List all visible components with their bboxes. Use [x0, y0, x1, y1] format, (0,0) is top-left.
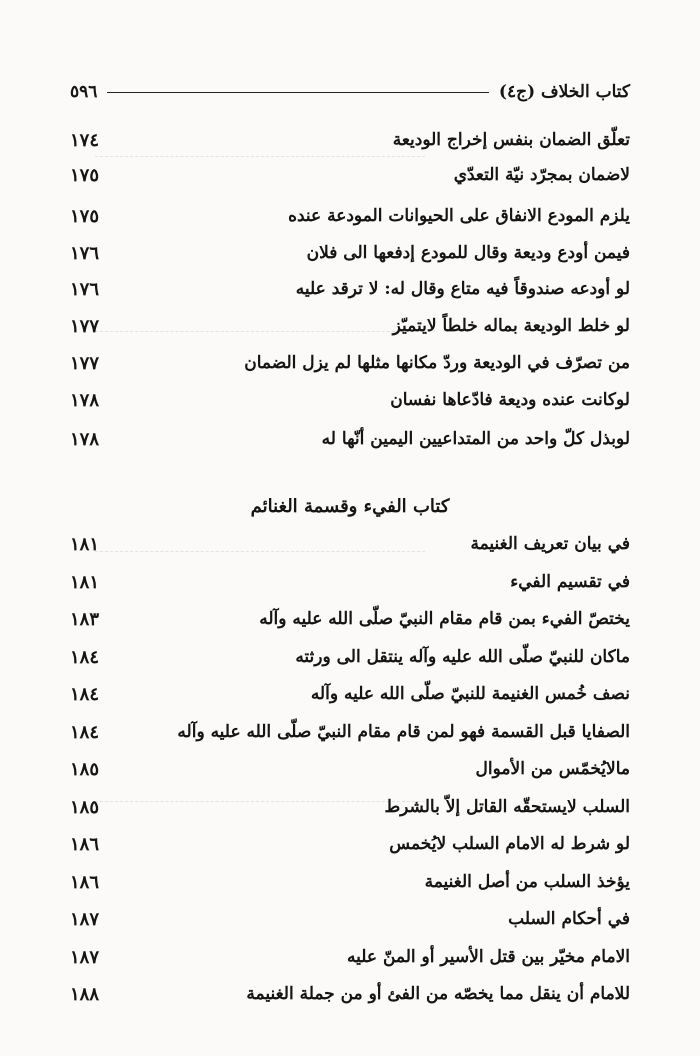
entry-page: ١٧٨: [70, 389, 100, 411]
index-entry: [70, 347, 630, 379]
bleed-through-line: [95, 156, 425, 157]
index-entry: [70, 200, 630, 232]
entry-page: ١٨٧: [70, 946, 100, 968]
index-entry: [70, 941, 630, 973]
entry-text: الصفايا قبل القسمة فهو لمن قام مقام النبيّ صلّى الله عليه وآله: [177, 722, 630, 742]
entry-page: ١٧٦: [70, 278, 100, 300]
index-entry: [70, 828, 630, 860]
index-entry: [70, 273, 630, 305]
entry-page: ١٨٤: [70, 646, 100, 668]
entry-text: نصف خُمس الغنيمة للنبيّ صلّى الله عليه وآله: [310, 684, 630, 704]
index-entry: [70, 384, 630, 416]
entry-page: ١٧٧: [70, 352, 100, 374]
entry-text: الامام مخيّر بين قتل الأسير أو المنّ عليه: [347, 947, 630, 967]
index-entry: [70, 423, 630, 455]
running-header: [70, 78, 630, 106]
entry-page: ١٨٤: [70, 721, 100, 743]
entry-page: ١٨٣: [70, 608, 100, 630]
entry-page: ١٧٤: [70, 129, 100, 151]
header-rule: [107, 92, 489, 93]
entry-text: لو خلط الوديعة بماله خلطاً لايتميّز: [392, 316, 630, 336]
entry-text: مالايُخمّس من الأموال: [475, 759, 630, 779]
entry-text: يلزم المودع الانفاق على الحيوانات المودعة عنده: [288, 206, 630, 226]
entry-text: فيمن أودع وديعة وقال للمودع إدفعها الى فلان: [306, 243, 630, 263]
entry-page: ١٨٦: [70, 871, 100, 893]
index-entry: [70, 866, 630, 898]
index-entry: [70, 603, 630, 635]
entry-text: للامام أن ينقل مما يخصّه من الفئ أو من جملة الغنيمة: [246, 984, 630, 1004]
index-entry: [70, 978, 630, 1010]
entry-text: لو أودعه صندوقاً فيه متاع وقال له: لا ترقد عليه: [295, 279, 630, 299]
index-entry: [70, 791, 630, 823]
entry-text: يؤخذ السلب من أصل الغنيمة: [424, 872, 630, 892]
entry-text: لاضمان بمجرّد نيّة التعدّي: [453, 165, 630, 185]
entry-text: في تقسيم الفيء: [510, 572, 630, 592]
entry-page: ١٨٦: [70, 833, 100, 855]
index-entry: [70, 678, 630, 710]
entry-text: في بيان تعريف الغنيمة: [470, 534, 630, 554]
index-entry: [70, 159, 630, 191]
book-title: كتاب الخلاف (ج٤): [498, 82, 630, 102]
entry-text: في أحكام السلب: [508, 909, 630, 929]
entry-page: ١٨١: [70, 571, 100, 593]
entry-text: السلب لايستحقّه القاتل إلاّ بالشرط: [384, 797, 630, 817]
entry-page: ١٧٨: [70, 428, 100, 450]
index-entry: [70, 641, 630, 673]
index-entry: [70, 237, 630, 269]
entry-text: يختصّ الفيء بمن قام مقام النبيّ صلّى الله عليه وآله: [259, 609, 630, 629]
entry-page: ١٨٤: [70, 683, 100, 705]
entry-text: ماكان للنبيّ صلّى الله عليه وآله ينتقل الى ورثته: [295, 647, 630, 667]
entry-text: من تصرّف في الوديعة وردّ مكانها مثلها لم يزل الضمان: [244, 353, 630, 373]
index-entry: [70, 716, 630, 748]
entry-page: ١٧٥: [70, 164, 100, 186]
entry-page: ١٨٧: [70, 908, 100, 930]
entry-page: ١٧٧: [70, 315, 100, 337]
entry-text: لو شرط له الامام السلب لايُخمس: [389, 834, 630, 854]
entry-page: ١٧٦: [70, 242, 100, 264]
index-entry: [70, 528, 630, 560]
entry-text: لوكانت عنده وديعة فادّعاها نفسان: [390, 390, 630, 410]
index-entry: [70, 566, 630, 598]
section-heading: كتاب الفيء وقسمة الغنائم: [250, 496, 450, 517]
page-number: ٥٩٦: [70, 82, 98, 102]
entry-text: تعلّق الضمان بنفس إخراج الوديعة: [392, 130, 630, 150]
index-entry: [70, 124, 630, 156]
entry-page: ١٨٨: [70, 983, 100, 1005]
entry-page: ١٧٥: [70, 205, 100, 227]
index-entry: [70, 753, 630, 785]
entry-page: ١٨٥: [70, 796, 100, 818]
entry-page: ١٨١: [70, 533, 100, 555]
index-entry: [70, 310, 630, 342]
entry-page: ١٨٥: [70, 758, 100, 780]
index-entry: [70, 903, 630, 935]
entry-text: لوبذل كلّ واحد من المتداعيين اليمين أنّها له: [321, 429, 630, 449]
